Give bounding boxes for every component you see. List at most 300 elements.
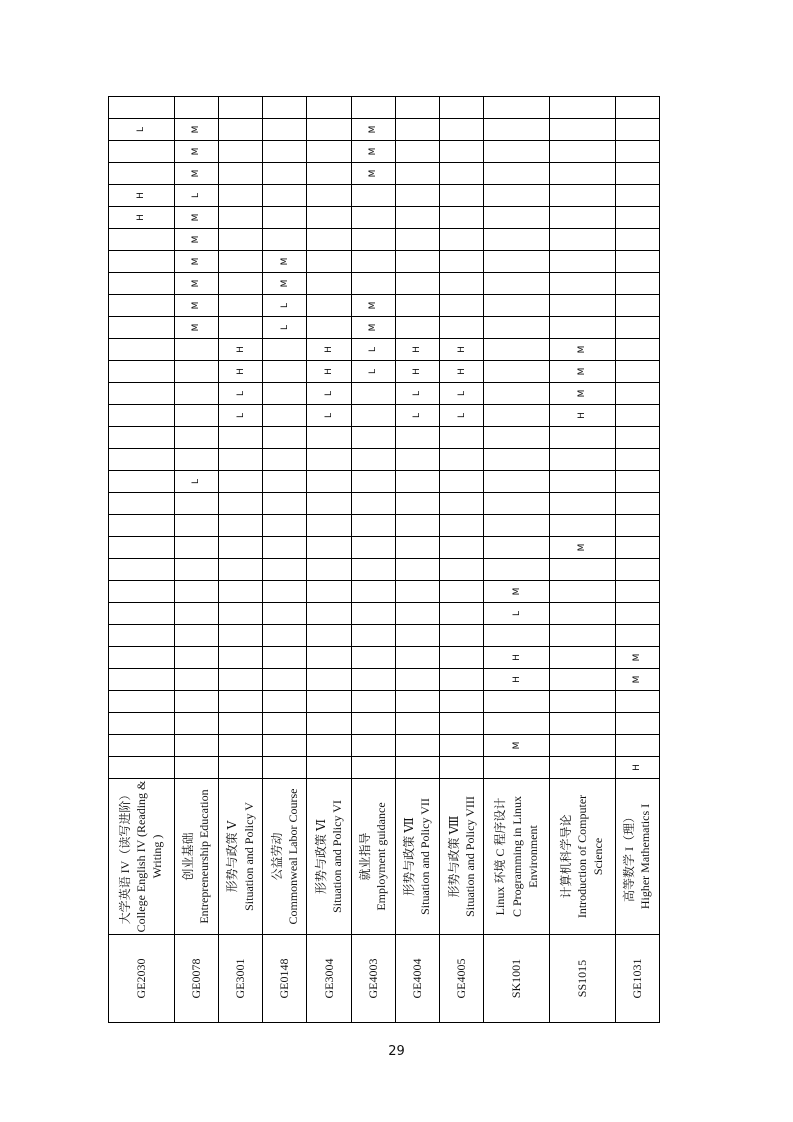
support-level-cell xyxy=(218,713,262,735)
support-level-cell xyxy=(174,493,218,515)
support-level-cell xyxy=(307,119,351,141)
support-level-cell xyxy=(351,647,395,669)
support-level-cell xyxy=(174,647,218,669)
course-name-en: Situation and Policy VIII xyxy=(462,796,477,917)
support-level-cell xyxy=(484,493,550,515)
support-level-cell xyxy=(351,625,395,647)
support-level-cell xyxy=(615,537,659,559)
support-level-cell xyxy=(307,185,351,207)
course-name-cn: 形势与政策 Ⅴ xyxy=(225,820,240,893)
empty-header-cell xyxy=(395,97,439,119)
support-level-cell xyxy=(351,713,395,735)
support-level-cell xyxy=(109,229,175,251)
support-level-cell: H xyxy=(218,339,262,361)
support-level-cell xyxy=(351,603,395,625)
support-level-cell xyxy=(263,361,307,383)
support-level-cell xyxy=(109,691,175,713)
support-level-cell xyxy=(307,427,351,449)
support-level-cell xyxy=(307,713,351,735)
support-level-cell xyxy=(109,735,175,757)
course-code: GE4005 xyxy=(440,935,484,1023)
course-code: GE3001 xyxy=(218,935,262,1023)
support-level-cell xyxy=(307,691,351,713)
support-level-cell: M xyxy=(174,141,218,163)
support-level-cell xyxy=(307,515,351,537)
support-level-cell xyxy=(440,427,484,449)
support-level-cell xyxy=(218,229,262,251)
support-level-cell xyxy=(550,493,616,515)
support-level-cell xyxy=(218,537,262,559)
support-level-cell xyxy=(615,515,659,537)
support-level-cell xyxy=(174,713,218,735)
support-level-cell xyxy=(263,449,307,471)
support-level-cell: L xyxy=(307,405,351,427)
empty-header-cell xyxy=(218,97,262,119)
support-level-cell xyxy=(263,427,307,449)
support-level-cell xyxy=(395,185,439,207)
empty-header-cell xyxy=(109,97,175,119)
support-level-cell xyxy=(307,163,351,185)
support-level-cell xyxy=(484,141,550,163)
support-level-cell xyxy=(550,515,616,537)
course-code: GE4003 xyxy=(351,935,395,1023)
course-row xyxy=(307,97,351,1023)
support-level-cell xyxy=(395,713,439,735)
support-level-cell xyxy=(218,669,262,691)
support-level-cell xyxy=(484,757,550,779)
support-level-cell xyxy=(615,559,659,581)
support-level-cell xyxy=(615,405,659,427)
support-level-cell: H xyxy=(484,669,550,691)
support-level-cell xyxy=(440,163,484,185)
support-level-cell xyxy=(550,471,616,493)
support-level-cell xyxy=(218,757,262,779)
support-level-cell xyxy=(395,515,439,537)
course-code: GE1031 xyxy=(615,935,659,1023)
course-row xyxy=(615,97,659,1023)
course-name xyxy=(109,779,175,935)
support-level-cell: M xyxy=(174,295,218,317)
course-row xyxy=(484,97,550,1023)
support-level-cell: M xyxy=(263,251,307,273)
support-level-cell: L xyxy=(395,383,439,405)
support-level-cell xyxy=(263,669,307,691)
support-level-cell xyxy=(615,295,659,317)
support-level-cell xyxy=(218,207,262,229)
support-level-cell xyxy=(109,669,175,691)
support-level-cell xyxy=(550,229,616,251)
support-level-cell xyxy=(174,537,218,559)
support-level-cell xyxy=(395,163,439,185)
support-level-cell xyxy=(550,713,616,735)
support-level-cell xyxy=(263,757,307,779)
support-level-cell xyxy=(109,537,175,559)
support-level-cell xyxy=(550,559,616,581)
support-level-cell xyxy=(307,603,351,625)
support-level-cell: H xyxy=(307,361,351,383)
support-level-cell xyxy=(351,471,395,493)
support-level-cell: H xyxy=(484,647,550,669)
support-level-cell: L xyxy=(109,119,175,141)
support-level-cell xyxy=(307,669,351,691)
support-level-cell: L xyxy=(218,405,262,427)
support-level-cell: L xyxy=(263,295,307,317)
support-level-cell xyxy=(615,471,659,493)
support-level-cell xyxy=(395,471,439,493)
support-level-cell xyxy=(174,361,218,383)
support-level-cell xyxy=(218,119,262,141)
support-level-cell xyxy=(615,185,659,207)
support-level-cell xyxy=(218,449,262,471)
support-level-cell xyxy=(263,625,307,647)
support-level-cell xyxy=(351,581,395,603)
support-level-cell xyxy=(263,515,307,537)
support-level-cell: M xyxy=(174,163,218,185)
course-outcome-matrix xyxy=(108,96,660,1023)
support-level-cell xyxy=(484,405,550,427)
support-level-cell: L xyxy=(174,471,218,493)
support-level-cell xyxy=(550,273,616,295)
support-level-cell xyxy=(440,735,484,757)
support-level-cell xyxy=(351,185,395,207)
support-level-cell xyxy=(484,185,550,207)
support-level-cell xyxy=(263,229,307,251)
empty-header-cell xyxy=(484,97,550,119)
support-level-cell xyxy=(395,625,439,647)
course-name-en: Employment guidance xyxy=(374,802,389,911)
support-level-cell xyxy=(550,735,616,757)
support-level-cell xyxy=(484,361,550,383)
support-level-cell: M xyxy=(174,207,218,229)
support-level-cell xyxy=(351,691,395,713)
support-level-cell xyxy=(109,449,175,471)
course-code: GE3004 xyxy=(307,935,351,1023)
support-level-cell xyxy=(263,735,307,757)
support-level-cell xyxy=(440,669,484,691)
support-level-cell xyxy=(263,493,307,515)
support-level-cell xyxy=(484,229,550,251)
support-level-cell: M xyxy=(484,581,550,603)
support-level-cell xyxy=(218,493,262,515)
course-name-cn: 高等数学 I（理） xyxy=(622,811,637,902)
support-level-cell xyxy=(395,603,439,625)
course-name-cn: 形势与政策 Ⅷ xyxy=(446,815,461,898)
support-level-cell xyxy=(174,757,218,779)
course-name xyxy=(263,779,307,935)
support-level-cell: L xyxy=(440,405,484,427)
support-level-cell xyxy=(484,251,550,273)
empty-header-cell xyxy=(351,97,395,119)
support-level-cell xyxy=(550,427,616,449)
support-level-cell: L xyxy=(307,383,351,405)
support-level-cell xyxy=(395,581,439,603)
course-name xyxy=(550,779,616,935)
support-level-cell: M xyxy=(550,361,616,383)
support-level-cell xyxy=(550,647,616,669)
support-level-cell: H xyxy=(218,361,262,383)
support-level-cell xyxy=(484,713,550,735)
course-row xyxy=(263,97,307,1023)
support-level-cell xyxy=(307,317,351,339)
empty-header-cell xyxy=(307,97,351,119)
empty-header-cell xyxy=(440,97,484,119)
support-level-cell xyxy=(218,559,262,581)
course-name-en: Higher Mathematics I xyxy=(638,803,653,910)
support-level-cell xyxy=(307,449,351,471)
support-level-cell xyxy=(263,713,307,735)
support-level-cell xyxy=(484,383,550,405)
support-level-cell xyxy=(615,427,659,449)
support-level-cell xyxy=(109,383,175,405)
support-level-cell xyxy=(174,603,218,625)
course-name xyxy=(615,779,659,935)
support-level-cell xyxy=(395,317,439,339)
support-level-cell xyxy=(550,757,616,779)
support-level-cell xyxy=(440,581,484,603)
support-level-cell xyxy=(109,625,175,647)
support-level-cell xyxy=(615,163,659,185)
support-level-cell xyxy=(550,449,616,471)
course-code: GE2030 xyxy=(109,935,175,1023)
support-level-cell xyxy=(351,427,395,449)
support-level-cell xyxy=(615,317,659,339)
support-level-cell xyxy=(395,141,439,163)
support-level-cell xyxy=(395,493,439,515)
support-level-cell xyxy=(174,581,218,603)
support-level-cell xyxy=(218,317,262,339)
support-level-cell xyxy=(263,537,307,559)
support-level-cell xyxy=(395,449,439,471)
course-row xyxy=(109,97,175,1023)
support-level-cell xyxy=(218,691,262,713)
support-level-cell xyxy=(218,515,262,537)
support-level-cell xyxy=(109,339,175,361)
support-level-cell xyxy=(351,405,395,427)
course-code: GE0078 xyxy=(174,935,218,1023)
support-level-cell xyxy=(395,537,439,559)
support-level-cell xyxy=(351,383,395,405)
support-level-cell xyxy=(263,691,307,713)
support-level-cell xyxy=(440,251,484,273)
support-level-cell: M xyxy=(351,317,395,339)
support-level-cell xyxy=(263,141,307,163)
support-level-cell xyxy=(174,735,218,757)
support-level-cell xyxy=(550,141,616,163)
course-name xyxy=(174,779,218,935)
support-level-cell xyxy=(440,625,484,647)
support-level-cell xyxy=(174,383,218,405)
support-level-cell xyxy=(395,757,439,779)
support-level-cell: M xyxy=(484,735,550,757)
course-name-cn: 就业指导 xyxy=(358,832,373,881)
support-level-cell xyxy=(484,449,550,471)
course-name-en: Commonweal Labor Course xyxy=(285,788,300,925)
support-level-cell xyxy=(109,295,175,317)
support-level-cell xyxy=(615,713,659,735)
course-name-cn: 形势与政策 Ⅶ xyxy=(402,817,417,896)
support-level-cell xyxy=(615,361,659,383)
support-level-cell xyxy=(218,625,262,647)
support-level-cell xyxy=(484,295,550,317)
support-level-cell xyxy=(440,493,484,515)
support-level-cell xyxy=(440,317,484,339)
support-level-cell xyxy=(109,581,175,603)
course-name xyxy=(440,779,484,935)
support-level-cell xyxy=(351,537,395,559)
course-row xyxy=(351,97,395,1023)
support-level-cell xyxy=(615,339,659,361)
course-name-en: Situation and Policy V xyxy=(241,802,256,911)
support-level-cell xyxy=(550,207,616,229)
support-level-cell xyxy=(263,471,307,493)
support-level-cell xyxy=(351,735,395,757)
support-level-cell xyxy=(109,515,175,537)
course-name xyxy=(218,779,262,935)
support-level-cell xyxy=(307,207,351,229)
support-level-cell xyxy=(615,251,659,273)
support-level-cell xyxy=(550,317,616,339)
support-level-cell xyxy=(307,559,351,581)
support-level-cell xyxy=(307,537,351,559)
support-level-cell xyxy=(440,647,484,669)
support-level-cell xyxy=(484,515,550,537)
support-level-cell: M xyxy=(615,669,659,691)
support-level-cell: M xyxy=(263,273,307,295)
support-level-cell: H xyxy=(395,339,439,361)
support-level-cell xyxy=(307,625,351,647)
support-level-cell xyxy=(550,603,616,625)
support-level-cell xyxy=(109,427,175,449)
support-level-cell xyxy=(307,647,351,669)
support-level-cell xyxy=(484,119,550,141)
support-level-cell: H xyxy=(307,339,351,361)
support-level-cell xyxy=(440,229,484,251)
course-row xyxy=(440,97,484,1023)
course-code: GE0148 xyxy=(263,935,307,1023)
support-level-cell xyxy=(550,185,616,207)
support-level-cell: L xyxy=(263,317,307,339)
support-level-cell xyxy=(218,603,262,625)
support-level-cell xyxy=(440,603,484,625)
support-level-cell xyxy=(615,229,659,251)
support-level-cell xyxy=(550,669,616,691)
support-level-cell xyxy=(307,471,351,493)
support-level-cell xyxy=(263,405,307,427)
support-level-cell xyxy=(550,119,616,141)
support-level-cell xyxy=(174,339,218,361)
support-level-cell xyxy=(615,691,659,713)
support-level-cell xyxy=(440,471,484,493)
support-level-cell xyxy=(307,295,351,317)
course-name-cn: 公益劳动 xyxy=(269,832,284,881)
support-level-cell xyxy=(615,273,659,295)
support-level-cell: M xyxy=(351,163,395,185)
support-level-cell xyxy=(615,625,659,647)
support-level-cell xyxy=(263,581,307,603)
support-level-cell: H xyxy=(395,361,439,383)
support-level-cell xyxy=(615,493,659,515)
support-level-cell xyxy=(174,691,218,713)
support-level-cell xyxy=(440,207,484,229)
support-level-cell xyxy=(307,493,351,515)
support-level-cell xyxy=(109,757,175,779)
support-level-cell xyxy=(395,735,439,757)
support-level-cell xyxy=(109,163,175,185)
support-level-cell xyxy=(218,735,262,757)
support-level-cell xyxy=(263,603,307,625)
support-level-cell xyxy=(440,449,484,471)
support-level-cell: H xyxy=(109,207,175,229)
support-level-cell: H xyxy=(440,339,484,361)
support-level-cell xyxy=(395,273,439,295)
support-level-cell xyxy=(174,405,218,427)
support-level-cell: M xyxy=(351,295,395,317)
empty-header-cell xyxy=(550,97,616,119)
support-level-cell xyxy=(484,559,550,581)
support-level-cell xyxy=(307,273,351,295)
support-level-cell xyxy=(307,141,351,163)
support-level-cell: L xyxy=(351,361,395,383)
support-level-cell xyxy=(395,691,439,713)
support-level-cell: H xyxy=(550,405,616,427)
course-name xyxy=(307,779,351,935)
support-level-cell xyxy=(395,669,439,691)
support-level-cell: M xyxy=(351,119,395,141)
course-name-en: Entrepreneurship Education xyxy=(197,789,212,924)
course-name xyxy=(484,779,550,935)
support-level-cell: M xyxy=(550,339,616,361)
support-level-cell xyxy=(174,515,218,537)
support-level-cell xyxy=(440,295,484,317)
support-level-cell xyxy=(109,647,175,669)
support-level-cell: M xyxy=(174,273,218,295)
support-level-cell xyxy=(395,427,439,449)
support-level-cell xyxy=(174,559,218,581)
support-level-cell xyxy=(109,493,175,515)
support-level-cell xyxy=(351,251,395,273)
support-level-cell xyxy=(484,427,550,449)
support-level-cell: M xyxy=(174,251,218,273)
support-level-cell xyxy=(395,295,439,317)
support-level-cell xyxy=(484,163,550,185)
support-level-cell xyxy=(174,427,218,449)
course-name xyxy=(395,779,439,935)
support-level-cell xyxy=(218,295,262,317)
support-level-cell xyxy=(263,185,307,207)
support-level-cell xyxy=(615,207,659,229)
course-name-cn: 形势与政策 Ⅵ xyxy=(313,818,328,895)
support-level-cell xyxy=(218,273,262,295)
support-level-cell: H xyxy=(615,757,659,779)
support-level-cell xyxy=(484,207,550,229)
support-level-cell xyxy=(109,713,175,735)
support-level-cell xyxy=(109,361,175,383)
course-name-en: Situation and Policy VI xyxy=(330,800,344,913)
rotated-table-wrapper xyxy=(108,117,660,1023)
support-level-cell: H xyxy=(440,361,484,383)
support-level-cell xyxy=(550,691,616,713)
support-level-cell xyxy=(440,273,484,295)
support-level-cell xyxy=(440,515,484,537)
support-level-cell xyxy=(109,405,175,427)
support-level-cell xyxy=(615,735,659,757)
support-level-cell xyxy=(395,559,439,581)
support-level-cell xyxy=(263,207,307,229)
support-level-cell xyxy=(615,581,659,603)
support-level-cell xyxy=(395,119,439,141)
support-level-cell xyxy=(440,757,484,779)
support-level-cell xyxy=(218,141,262,163)
